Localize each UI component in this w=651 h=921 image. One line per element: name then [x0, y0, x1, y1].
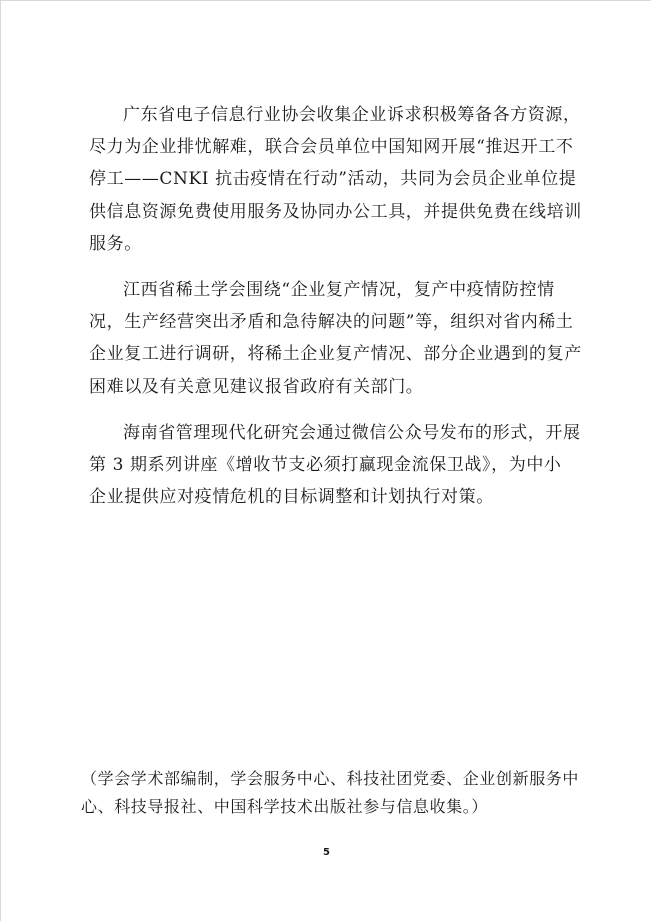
paragraph-line: 困难以及有关意见建议报省政府有关部门。	[89, 376, 424, 397]
footer-note-line: （学会学术部编制，学会服务中心、科技社团党委、企业创新服务中	[81, 769, 580, 788]
paragraph-line: 第 3 期系列讲座《增收节支必须打赢现金流保卫战》，为中小	[89, 455, 562, 476]
paragraph-line: 广东省电子信息行业协会收集企业诉求积极筹备各方资源，	[123, 105, 581, 125]
paragraph-line: 况，生产经营突出矛盾和急待解决的问题”等，组织对省内稀土	[89, 312, 574, 333]
paragraph-line: 尽力为企业排忧解难，联合会员单位中国知网开展“推迟开工不	[89, 137, 574, 158]
paragraph-line: 供信息资源免费使用服务及协同办公工具，并提供免费在线培训	[89, 201, 582, 222]
paragraph-line: 停工——CNKI 抗击疫情在行动”活动，共同为会员企业单位提	[89, 169, 577, 190]
page-number: 5	[323, 847, 330, 858]
document-body	[89, 99, 582, 527]
paragraph-line: 海南省管理现代化研究会通过微信公众号发布的形式，开展	[123, 422, 581, 443]
paragraph-guangdong	[89, 99, 582, 260]
paragraph-hainan	[89, 417, 581, 514]
paragraph-line: 江西省稀土学会围绕“企业复产情况，复产中疫情防控情	[123, 280, 555, 301]
paragraph-line: 企业复工进行调研，将稀土企业复产情况、部分企业遇到的复产	[89, 344, 582, 365]
footer-note-line: 心、科技导报社、中国科学技术出版社参与信息收集。）	[81, 797, 489, 816]
paragraph-line: 企业提供应对疫情危机的目标调整和计划执行对策。	[89, 487, 494, 508]
paragraph-jiangxi	[89, 274, 582, 403]
paragraph-line: 服务。	[89, 233, 142, 254]
footer-note	[81, 765, 581, 821]
